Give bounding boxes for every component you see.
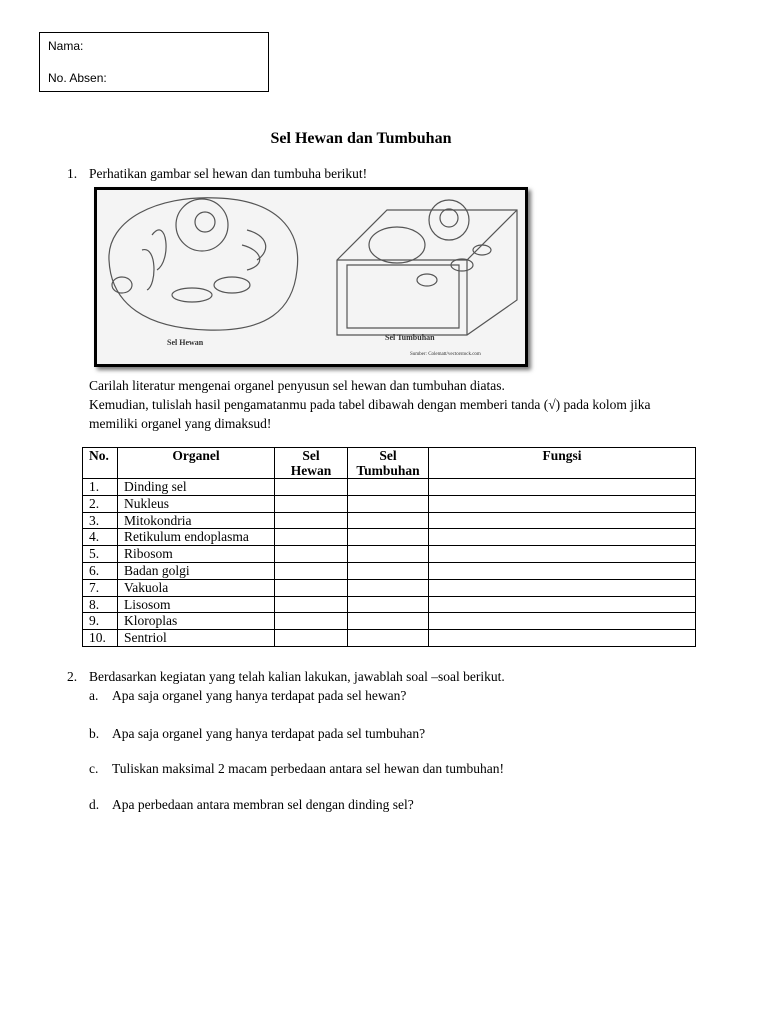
cell-sel-tumbuhan[interactable] bbox=[348, 630, 429, 647]
plant-nucleus bbox=[429, 200, 469, 240]
cell-sel-hewan[interactable] bbox=[275, 579, 348, 596]
animal-nucleus bbox=[176, 199, 228, 251]
table-row bbox=[83, 596, 696, 613]
cell-figure bbox=[94, 187, 528, 367]
header-organel: Organel bbox=[118, 448, 275, 479]
cell-organel: Kloroplas bbox=[118, 613, 275, 630]
question-2-number: 2. bbox=[67, 669, 78, 684]
cell-organel: Dinding sel bbox=[118, 479, 275, 496]
table-row bbox=[83, 479, 696, 496]
cell-sel-tumbuhan[interactable] bbox=[348, 479, 429, 496]
cell-organel: Mitokondria bbox=[118, 512, 275, 529]
cell-sel-tumbuhan[interactable] bbox=[348, 546, 429, 563]
name-label: Nama: bbox=[48, 39, 84, 53]
cell-sel-hewan[interactable] bbox=[275, 596, 348, 613]
instruction-line-3: memiliki organel yang dimaksud! bbox=[89, 416, 272, 431]
cell-illustration bbox=[97, 190, 525, 364]
table-row bbox=[83, 562, 696, 579]
question-2 bbox=[67, 669, 505, 685]
cell-organel: Retikulum endoplasma bbox=[118, 529, 275, 546]
instruction-line-1: Carilah literatur mengenai organel penyusun sel hewan dan tumbuhan diatas. bbox=[89, 378, 505, 393]
cell-no: 6. bbox=[83, 562, 118, 579]
cell-organel: Sentriol bbox=[118, 630, 275, 647]
header-fungsi: Fungsi bbox=[429, 448, 696, 479]
question-2c-text: Tuliskan maksimal 2 macam perbedaan antara sel hewan dan tumbuhan! bbox=[112, 761, 505, 776]
cell-sel-tumbuhan[interactable] bbox=[348, 613, 429, 630]
cell-fungsi[interactable] bbox=[429, 479, 696, 496]
organel-table bbox=[82, 447, 696, 647]
question-2b bbox=[89, 726, 425, 742]
question-2d-text: Apa perbedaan antara membran sel dengan dinding sel? bbox=[112, 797, 414, 812]
cell-sel-hewan[interactable] bbox=[275, 495, 348, 512]
animal-cell-membrane bbox=[109, 198, 298, 330]
cell-sel-hewan[interactable] bbox=[275, 479, 348, 496]
cell-sel-hewan[interactable] bbox=[275, 529, 348, 546]
cell-no: 9. bbox=[83, 613, 118, 630]
header-sel-tumbuhan bbox=[348, 448, 429, 479]
plant-vacuole bbox=[369, 227, 425, 263]
cell-fungsi[interactable] bbox=[429, 562, 696, 579]
cell-sel-hewan[interactable] bbox=[275, 512, 348, 529]
cell-organel: Lisosom bbox=[118, 596, 275, 613]
table-row bbox=[83, 495, 696, 512]
cell-fungsi[interactable] bbox=[429, 512, 696, 529]
cell-no: 3. bbox=[83, 512, 118, 529]
cell-no: 7. bbox=[83, 579, 118, 596]
absen-label: No. Absen: bbox=[48, 71, 107, 85]
cell-fungsi[interactable] bbox=[429, 613, 696, 630]
header-no: No. bbox=[83, 448, 118, 479]
header-sel-tumbuhan-line-2: Tumbuhan bbox=[356, 463, 420, 478]
question-2a-letter: a. bbox=[89, 688, 99, 703]
cell-organel: Badan golgi bbox=[118, 562, 275, 579]
cell-sel-tumbuhan[interactable] bbox=[348, 579, 429, 596]
cell-sel-tumbuhan[interactable] bbox=[348, 495, 429, 512]
header-sel-hewan-line-1: Sel bbox=[302, 448, 320, 463]
cell-sel-tumbuhan[interactable] bbox=[348, 512, 429, 529]
cell-fungsi[interactable] bbox=[429, 630, 696, 647]
question-2b-letter: b. bbox=[89, 726, 100, 741]
table-row bbox=[83, 529, 696, 546]
table-row bbox=[83, 613, 696, 630]
table-row bbox=[83, 546, 696, 563]
animal-cell-label: Sel Hewan bbox=[167, 338, 204, 347]
figure-source: Sumber: Colematt/vectorstock.com bbox=[410, 352, 481, 357]
cell-sel-tumbuhan[interactable] bbox=[348, 529, 429, 546]
table-row bbox=[83, 512, 696, 529]
table-row bbox=[83, 579, 696, 596]
plant-cell-label: Sel Tumbuhan bbox=[385, 333, 435, 342]
cell-fungsi[interactable] bbox=[429, 529, 696, 546]
question-2d bbox=[89, 797, 414, 813]
table-body bbox=[83, 479, 696, 647]
cell-organel: Nukleus bbox=[118, 495, 275, 512]
header-sel-tumbuhan-line-1: Sel bbox=[379, 448, 397, 463]
cell-fungsi[interactable] bbox=[429, 596, 696, 613]
question-2c-letter: c. bbox=[89, 761, 99, 776]
question-2c bbox=[89, 761, 504, 777]
header-sel-hewan-line-2: Hewan bbox=[290, 463, 332, 478]
cell-fungsi[interactable] bbox=[429, 579, 696, 596]
question-2d-letter: d. bbox=[89, 797, 100, 812]
cell-sel-hewan[interactable] bbox=[275, 613, 348, 630]
instruction-line-2: Kemudian, tulislah hasil pengamatanmu pada tabel dibawah dengan memberi tanda (√) pada kolom jika bbox=[89, 397, 651, 412]
question-2b-text: Apa saja organel yang hanya terdapat pada sel tumbuhan? bbox=[112, 726, 426, 741]
cell-sel-hewan[interactable] bbox=[275, 546, 348, 563]
question-2-text: Berdasarkan kegiatan yang telah kalian lakukan, jawablah soal –soal berikut. bbox=[89, 669, 505, 684]
cell-organel: Ribosom bbox=[118, 546, 275, 563]
animal-mitochondria bbox=[214, 277, 250, 293]
question-1-text: Perhatikan gambar sel hewan dan tumbuha berikut! bbox=[89, 166, 368, 181]
question-2a-text: Apa saja organel yang hanya terdapat pada sel hewan? bbox=[112, 688, 407, 703]
plant-cell-wall bbox=[337, 210, 517, 335]
cell-sel-tumbuhan[interactable] bbox=[348, 596, 429, 613]
cell-organel: Vakuola bbox=[118, 579, 275, 596]
table-row bbox=[83, 630, 696, 647]
cell-sel-hewan[interactable] bbox=[275, 562, 348, 579]
question-2a bbox=[89, 688, 406, 704]
page-title: Sel Hewan dan Tumbuhan bbox=[270, 130, 452, 147]
cell-no: 8. bbox=[83, 596, 118, 613]
cell-no: 2. bbox=[83, 495, 118, 512]
cell-fungsi[interactable] bbox=[429, 546, 696, 563]
cell-no: 10. bbox=[83, 630, 118, 647]
cell-no: 4. bbox=[83, 529, 118, 546]
cell-fungsi[interactable] bbox=[429, 495, 696, 512]
cell-no: 1. bbox=[83, 479, 118, 496]
question-1-number: 1. bbox=[67, 166, 78, 181]
cell-sel-hewan[interactable] bbox=[275, 630, 348, 647]
question-1 bbox=[67, 166, 368, 182]
cell-sel-tumbuhan[interactable] bbox=[348, 562, 429, 579]
name-box bbox=[39, 32, 269, 92]
instructions bbox=[89, 376, 689, 433]
table-header-row bbox=[83, 448, 696, 479]
cell-no: 5. bbox=[83, 546, 118, 563]
header-sel-hewan bbox=[275, 448, 348, 479]
